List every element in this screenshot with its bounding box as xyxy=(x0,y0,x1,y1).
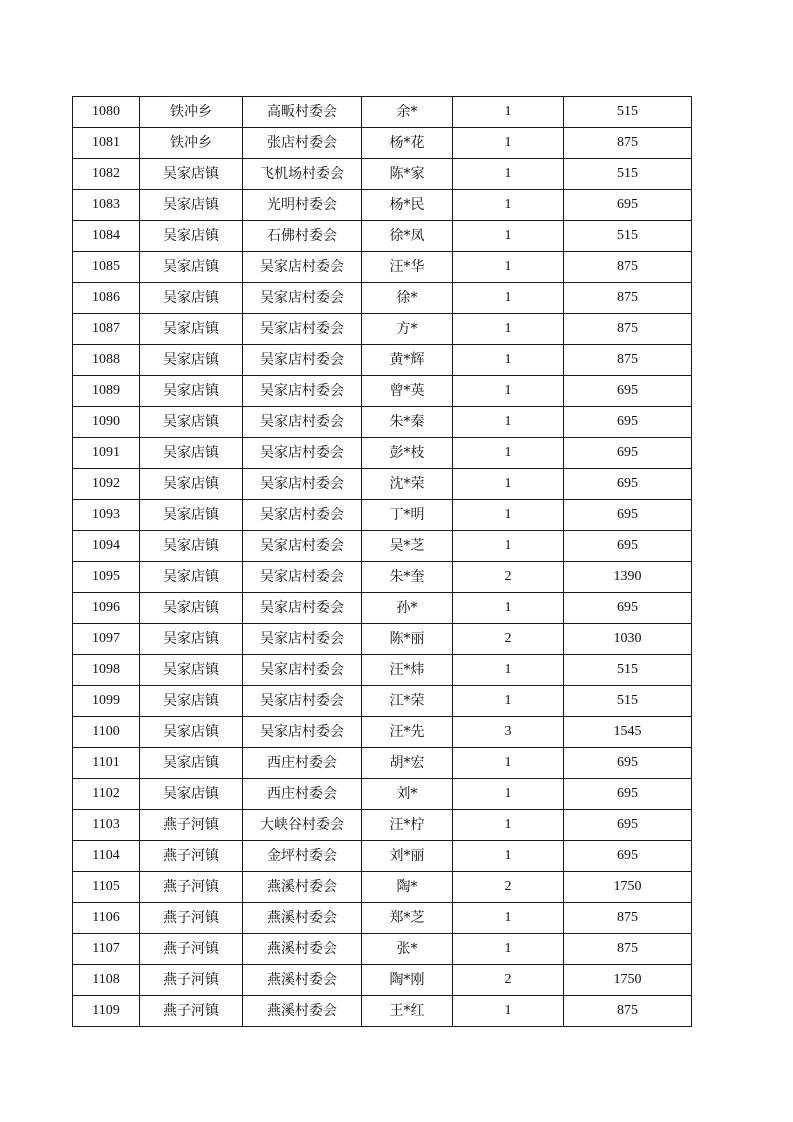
amount-cell: 1390 xyxy=(564,562,692,593)
village-committee-cell: 燕溪村委会 xyxy=(243,934,362,965)
village-committee-cell: 张店村委会 xyxy=(243,128,362,159)
town-cell: 吴家店镇 xyxy=(140,655,243,686)
count-cell: 1 xyxy=(453,159,564,190)
serial-number-cell: 1103 xyxy=(73,810,140,841)
serial-number-cell: 1102 xyxy=(73,779,140,810)
count-cell: 1 xyxy=(453,314,564,345)
count-cell: 1 xyxy=(453,376,564,407)
name-cell: 吴*芝 xyxy=(362,531,453,562)
table-row xyxy=(73,779,692,810)
town-cell: 吴家店镇 xyxy=(140,686,243,717)
amount-cell: 695 xyxy=(564,593,692,624)
count-cell: 2 xyxy=(453,965,564,996)
count-cell: 2 xyxy=(453,562,564,593)
name-cell: 杨*花 xyxy=(362,128,453,159)
data-table xyxy=(72,96,692,1027)
town-cell: 燕子河镇 xyxy=(140,810,243,841)
serial-number-cell: 1080 xyxy=(73,97,140,128)
village-committee-cell: 西庄村委会 xyxy=(243,779,362,810)
table-row xyxy=(73,965,692,996)
town-cell: 吴家店镇 xyxy=(140,252,243,283)
amount-cell: 1030 xyxy=(564,624,692,655)
amount-cell: 515 xyxy=(564,655,692,686)
serial-number-cell: 1095 xyxy=(73,562,140,593)
town-cell: 吴家店镇 xyxy=(140,562,243,593)
table-row xyxy=(73,128,692,159)
count-cell: 1 xyxy=(453,469,564,500)
serial-number-cell: 1093 xyxy=(73,500,140,531)
town-cell: 燕子河镇 xyxy=(140,965,243,996)
serial-number-cell: 1082 xyxy=(73,159,140,190)
village-committee-cell: 吴家店村委会 xyxy=(243,655,362,686)
count-cell: 3 xyxy=(453,717,564,748)
serial-number-cell: 1106 xyxy=(73,903,140,934)
count-cell: 1 xyxy=(453,996,564,1027)
amount-cell: 875 xyxy=(564,345,692,376)
village-committee-cell: 吴家店村委会 xyxy=(243,345,362,376)
count-cell: 1 xyxy=(453,655,564,686)
town-cell: 吴家店镇 xyxy=(140,283,243,314)
serial-number-cell: 1099 xyxy=(73,686,140,717)
name-cell: 黄*辉 xyxy=(362,345,453,376)
count-cell: 2 xyxy=(453,872,564,903)
count-cell: 1 xyxy=(453,531,564,562)
serial-number-cell: 1086 xyxy=(73,283,140,314)
name-cell: 朱*奎 xyxy=(362,562,453,593)
town-cell: 吴家店镇 xyxy=(140,717,243,748)
village-committee-cell: 吴家店村委会 xyxy=(243,252,362,283)
serial-number-cell: 1091 xyxy=(73,438,140,469)
village-committee-cell: 大峡谷村委会 xyxy=(243,810,362,841)
town-cell: 吴家店镇 xyxy=(140,748,243,779)
amount-cell: 695 xyxy=(564,810,692,841)
serial-number-cell: 1105 xyxy=(73,872,140,903)
amount-cell: 515 xyxy=(564,221,692,252)
name-cell: 刘*丽 xyxy=(362,841,453,872)
count-cell: 1 xyxy=(453,407,564,438)
town-cell: 吴家店镇 xyxy=(140,624,243,655)
town-cell: 吴家店镇 xyxy=(140,190,243,221)
count-cell: 1 xyxy=(453,934,564,965)
town-cell: 吴家店镇 xyxy=(140,407,243,438)
count-cell: 1 xyxy=(453,438,564,469)
count-cell: 1 xyxy=(453,97,564,128)
town-cell: 燕子河镇 xyxy=(140,841,243,872)
table-row xyxy=(73,655,692,686)
amount-cell: 515 xyxy=(564,159,692,190)
serial-number-cell: 1101 xyxy=(73,748,140,779)
village-committee-cell: 燕溪村委会 xyxy=(243,996,362,1027)
town-cell: 吴家店镇 xyxy=(140,593,243,624)
amount-cell: 695 xyxy=(564,500,692,531)
count-cell: 1 xyxy=(453,221,564,252)
count-cell: 1 xyxy=(453,500,564,531)
amount-cell: 875 xyxy=(564,252,692,283)
town-cell: 燕子河镇 xyxy=(140,996,243,1027)
name-cell: 刘* xyxy=(362,779,453,810)
table-body xyxy=(73,97,692,1027)
town-cell: 吴家店镇 xyxy=(140,469,243,500)
name-cell: 陈*家 xyxy=(362,159,453,190)
count-cell: 1 xyxy=(453,190,564,221)
town-cell: 吴家店镇 xyxy=(140,314,243,345)
amount-cell: 875 xyxy=(564,996,692,1027)
table-row xyxy=(73,562,692,593)
count-cell: 1 xyxy=(453,779,564,810)
serial-number-cell: 1100 xyxy=(73,717,140,748)
amount-cell: 695 xyxy=(564,841,692,872)
amount-cell: 515 xyxy=(564,686,692,717)
village-committee-cell: 吴家店村委会 xyxy=(243,500,362,531)
table-row xyxy=(73,810,692,841)
table-row xyxy=(73,717,692,748)
name-cell: 孙* xyxy=(362,593,453,624)
amount-cell: 695 xyxy=(564,407,692,438)
amount-cell: 875 xyxy=(564,314,692,345)
name-cell: 曾*英 xyxy=(362,376,453,407)
name-cell: 彭*枝 xyxy=(362,438,453,469)
amount-cell: 875 xyxy=(564,128,692,159)
name-cell: 汪*柠 xyxy=(362,810,453,841)
count-cell: 1 xyxy=(453,748,564,779)
name-cell: 陶* xyxy=(362,872,453,903)
town-cell: 吴家店镇 xyxy=(140,779,243,810)
table-row xyxy=(73,407,692,438)
name-cell: 沈*荣 xyxy=(362,469,453,500)
serial-number-cell: 1096 xyxy=(73,593,140,624)
count-cell: 1 xyxy=(453,128,564,159)
town-cell: 吴家店镇 xyxy=(140,500,243,531)
name-cell: 张* xyxy=(362,934,453,965)
name-cell: 江*荣 xyxy=(362,686,453,717)
table-row xyxy=(73,97,692,128)
town-cell: 吴家店镇 xyxy=(140,438,243,469)
table-row xyxy=(73,686,692,717)
count-cell: 1 xyxy=(453,593,564,624)
serial-number-cell: 1094 xyxy=(73,531,140,562)
name-cell: 杨*民 xyxy=(362,190,453,221)
town-cell: 吴家店镇 xyxy=(140,376,243,407)
village-committee-cell: 金坪村委会 xyxy=(243,841,362,872)
name-cell: 汪*华 xyxy=(362,252,453,283)
serial-number-cell: 1089 xyxy=(73,376,140,407)
town-cell: 铁冲乡 xyxy=(140,128,243,159)
table-row xyxy=(73,376,692,407)
serial-number-cell: 1092 xyxy=(73,469,140,500)
village-committee-cell: 吴家店村委会 xyxy=(243,686,362,717)
table-row xyxy=(73,252,692,283)
table-row xyxy=(73,624,692,655)
village-committee-cell: 吴家店村委会 xyxy=(243,283,362,314)
name-cell: 王*红 xyxy=(362,996,453,1027)
village-committee-cell: 吴家店村委会 xyxy=(243,531,362,562)
serial-number-cell: 1081 xyxy=(73,128,140,159)
serial-number-cell: 1084 xyxy=(73,221,140,252)
count-cell: 1 xyxy=(453,686,564,717)
village-committee-cell: 吴家店村委会 xyxy=(243,314,362,345)
count-cell: 1 xyxy=(453,283,564,314)
serial-number-cell: 1104 xyxy=(73,841,140,872)
amount-cell: 1545 xyxy=(564,717,692,748)
table-row xyxy=(73,159,692,190)
serial-number-cell: 1087 xyxy=(73,314,140,345)
table-row xyxy=(73,438,692,469)
town-cell: 燕子河镇 xyxy=(140,872,243,903)
village-committee-cell: 吴家店村委会 xyxy=(243,438,362,469)
table-row xyxy=(73,314,692,345)
amount-cell: 1750 xyxy=(564,965,692,996)
village-committee-cell: 燕溪村委会 xyxy=(243,903,362,934)
name-cell: 陶*刚 xyxy=(362,965,453,996)
table-row xyxy=(73,748,692,779)
village-committee-cell: 吴家店村委会 xyxy=(243,407,362,438)
count-cell: 1 xyxy=(453,810,564,841)
count-cell: 1 xyxy=(453,252,564,283)
serial-number-cell: 1108 xyxy=(73,965,140,996)
village-committee-cell: 飞机场村委会 xyxy=(243,159,362,190)
amount-cell: 695 xyxy=(564,748,692,779)
serial-number-cell: 1109 xyxy=(73,996,140,1027)
village-committee-cell: 燕溪村委会 xyxy=(243,872,362,903)
amount-cell: 695 xyxy=(564,190,692,221)
count-cell: 1 xyxy=(453,841,564,872)
serial-number-cell: 1107 xyxy=(73,934,140,965)
table-row xyxy=(73,283,692,314)
amount-cell: 875 xyxy=(564,934,692,965)
name-cell: 方* xyxy=(362,314,453,345)
table-row xyxy=(73,934,692,965)
serial-number-cell: 1090 xyxy=(73,407,140,438)
count-cell: 2 xyxy=(453,624,564,655)
amount-cell: 695 xyxy=(564,438,692,469)
serial-number-cell: 1088 xyxy=(73,345,140,376)
name-cell: 胡*宏 xyxy=(362,748,453,779)
name-cell: 汪*先 xyxy=(362,717,453,748)
table-row xyxy=(73,500,692,531)
village-committee-cell: 吴家店村委会 xyxy=(243,562,362,593)
village-committee-cell: 吴家店村委会 xyxy=(243,717,362,748)
serial-number-cell: 1098 xyxy=(73,655,140,686)
table-row xyxy=(73,996,692,1027)
town-cell: 吴家店镇 xyxy=(140,221,243,252)
village-committee-cell: 高畈村委会 xyxy=(243,97,362,128)
table-row xyxy=(73,469,692,500)
name-cell: 丁*明 xyxy=(362,500,453,531)
amount-cell: 515 xyxy=(564,97,692,128)
amount-cell: 875 xyxy=(564,903,692,934)
village-committee-cell: 光明村委会 xyxy=(243,190,362,221)
name-cell: 余* xyxy=(362,97,453,128)
table-row xyxy=(73,531,692,562)
name-cell: 徐* xyxy=(362,283,453,314)
amount-cell: 1750 xyxy=(564,872,692,903)
table-row xyxy=(73,841,692,872)
table-row xyxy=(73,872,692,903)
count-cell: 1 xyxy=(453,345,564,376)
serial-number-cell: 1085 xyxy=(73,252,140,283)
amount-cell: 695 xyxy=(564,531,692,562)
village-committee-cell: 吴家店村委会 xyxy=(243,469,362,500)
village-committee-cell: 西庄村委会 xyxy=(243,748,362,779)
amount-cell: 875 xyxy=(564,283,692,314)
town-cell: 吴家店镇 xyxy=(140,531,243,562)
town-cell: 吴家店镇 xyxy=(140,345,243,376)
table-row xyxy=(73,903,692,934)
village-committee-cell: 吴家店村委会 xyxy=(243,593,362,624)
village-committee-cell: 石佛村委会 xyxy=(243,221,362,252)
name-cell: 朱*秦 xyxy=(362,407,453,438)
table-row xyxy=(73,593,692,624)
name-cell: 徐*凤 xyxy=(362,221,453,252)
town-cell: 铁冲乡 xyxy=(140,97,243,128)
amount-cell: 695 xyxy=(564,779,692,810)
table-row xyxy=(73,345,692,376)
table-row xyxy=(73,190,692,221)
town-cell: 吴家店镇 xyxy=(140,159,243,190)
table-row xyxy=(73,221,692,252)
village-committee-cell: 吴家店村委会 xyxy=(243,376,362,407)
amount-cell: 695 xyxy=(564,469,692,500)
town-cell: 燕子河镇 xyxy=(140,934,243,965)
name-cell: 郑*芝 xyxy=(362,903,453,934)
serial-number-cell: 1097 xyxy=(73,624,140,655)
amount-cell: 695 xyxy=(564,376,692,407)
village-committee-cell: 燕溪村委会 xyxy=(243,965,362,996)
name-cell: 陈*丽 xyxy=(362,624,453,655)
village-committee-cell: 吴家店村委会 xyxy=(243,624,362,655)
name-cell: 汪*炜 xyxy=(362,655,453,686)
count-cell: 1 xyxy=(453,903,564,934)
town-cell: 燕子河镇 xyxy=(140,903,243,934)
serial-number-cell: 1083 xyxy=(73,190,140,221)
